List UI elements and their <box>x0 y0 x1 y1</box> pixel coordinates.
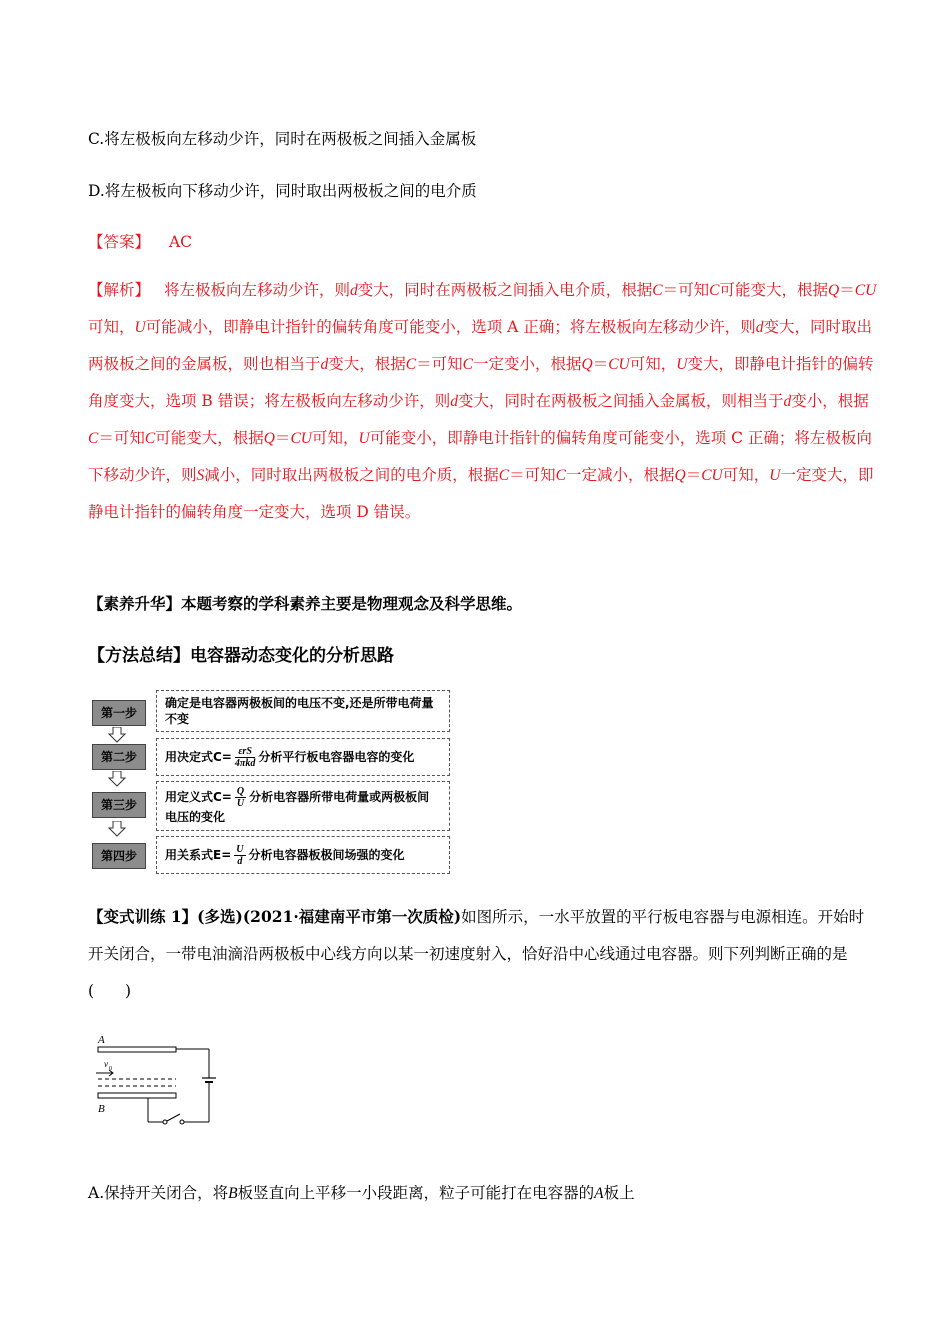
fraction-numerator: εrS <box>235 746 255 758</box>
option-d: D.将左极板向下移动少许，同时取出两极板之间的电介质 <box>88 182 477 200</box>
math-variable: S <box>196 467 205 484</box>
text-run: 可能减小，即静电计指针的偏转角度可能变小，选项 A 正确；将左极板向左移动少许，则 <box>145 318 756 336</box>
text-run: A.保持开关闭合，将 <box>88 1184 229 1202</box>
text-run: 可知， <box>722 466 770 484</box>
math-variable: A <box>594 1185 604 1202</box>
math-variable: d <box>783 393 792 410</box>
text-run: 变小，根据 <box>791 392 869 410</box>
step-4-box <box>156 836 450 874</box>
fraction-denominator: U <box>236 798 245 809</box>
answer-tag: 【答案】 <box>88 233 151 251</box>
math-variable: U <box>134 319 146 336</box>
plate-b <box>98 1093 176 1098</box>
formula-prefix: 用决定式C= <box>165 750 232 764</box>
text-run: 可知， <box>629 355 677 373</box>
math-variable: C <box>405 356 417 373</box>
plate-a-label: A <box>98 1034 105 1046</box>
plate-b-label: B <box>98 1103 105 1115</box>
arrow-down-icon <box>108 771 126 787</box>
fraction <box>235 746 255 769</box>
math-variable: C <box>709 282 720 299</box>
step-4: 第四步 <box>92 843 146 869</box>
text-run: ＝ <box>592 355 609 373</box>
math-variable: CU <box>854 282 877 299</box>
switch-lever <box>167 1114 180 1121</box>
exercise-text: 如图所示，一水平放置的平行板电容器与电源相连。开始时开关闭合，一带电油滴沿两极板中心线方向以某一初速度射入，恰好沿中心线通过电容器。则下列判断正确的是( ) <box>88 908 865 1000</box>
formula-suffix: 分析电容器所带电荷量或两极板间电压的变化 <box>165 790 430 824</box>
math-variable: C <box>144 430 156 447</box>
text-run: 可能变大，根据 <box>719 281 829 299</box>
option-a <box>88 1181 635 1203</box>
arrow-down-icon <box>108 821 126 837</box>
text-run: ＝可知 <box>509 466 556 484</box>
text-run: 变大，同时取出两极板之间的金属板，则也相当于 <box>88 318 873 373</box>
analysis-flowchart <box>88 688 458 878</box>
text-run: 一定变小，根据 <box>472 355 582 373</box>
step-1: 第一步 <box>92 700 146 726</box>
fraction <box>234 844 245 867</box>
formula-prefix: 用定义式C= <box>165 790 232 804</box>
text-run: 变大，根据 <box>328 355 406 373</box>
fraction-denominator: d <box>237 856 243 867</box>
switch-contact <box>163 1120 167 1124</box>
arrow-down-icon <box>108 727 126 743</box>
answer-line <box>88 230 192 252</box>
math-variable: Q <box>828 282 840 299</box>
text-run: 板竖直向上平移一小段距离，粒子可能打在电容器的 <box>237 1184 595 1202</box>
step-3-box <box>156 781 450 831</box>
fraction-denominator: 4πkd <box>234 758 256 769</box>
analysis-paragraph <box>88 272 878 531</box>
step-2: 第二步 <box>92 744 146 770</box>
math-variable: d <box>450 393 458 410</box>
fraction-numerator: Q <box>236 786 245 797</box>
text-run: 变大，同时在两极板之间插入金属板，则相当于 <box>458 392 784 410</box>
math-variable: CU <box>608 356 630 373</box>
text-run: ＝ <box>839 281 855 299</box>
formula-suffix: 分析电容器板极间场强的变化 <box>248 848 405 862</box>
text-run: 板上 <box>603 1184 635 1202</box>
math-variable: CU <box>701 467 723 484</box>
math-variable: CU <box>290 430 312 447</box>
option-c: C.将左极板向左移动少许，同时在两极板之间插入金属板 <box>88 130 477 148</box>
text-run: ＝ <box>685 466 702 484</box>
analysis-text <box>88 281 876 521</box>
math-variable: d <box>320 356 329 373</box>
capacitor-circuit-diagram <box>88 1030 223 1130</box>
math-variable: Q <box>263 430 275 447</box>
text-run: 变大，同时在两极板之间插入电介质，根据 <box>357 281 653 299</box>
math-variable: Q <box>674 467 686 484</box>
text-run: 一定变大，即静电计指针的偏转角度一定变大，选项 D 错误。 <box>88 466 874 521</box>
velocity-subscript: 0 <box>109 1066 112 1072</box>
exercise-tag: 【变式训练 1】(多选)(2021·福建南平市第一次质检) <box>88 907 462 926</box>
text-run: 将左极板向左移动少许，则 <box>164 281 351 299</box>
text-run: 可知， <box>88 318 135 336</box>
math-variable: C <box>498 467 510 484</box>
method-heading: 【方法总结】电容器动态变化的分析思路 <box>88 646 394 666</box>
literacy-line: 【素养升华】本题考察的学科素养主要是物理观念及科学思维。 <box>88 594 523 613</box>
math-variable: d <box>350 282 358 299</box>
answer-value: AC <box>168 233 193 251</box>
text-run: 可能变小，即静电计指针的偏转角度可能变小，选项 C 正确；将左极板向下移动少许，则 <box>88 429 872 484</box>
fraction-numerator: U <box>236 844 244 855</box>
formula-suffix: 分析平行板电容器电容的变化 <box>258 750 415 764</box>
velocity-label: v <box>104 1059 108 1069</box>
formula-prefix: 用关系式E= <box>165 848 232 862</box>
text-run: ＝可知 <box>98 429 145 447</box>
math-variable: d <box>755 319 764 336</box>
math-variable: C <box>555 467 566 484</box>
text-run: ＝可知 <box>662 281 710 299</box>
step-3: 第三步 <box>92 792 146 818</box>
text-run: 减小，同时取出两极板之间的电介质，根据 <box>204 466 499 484</box>
math-variable: U <box>769 467 781 484</box>
math-variable: B <box>228 1185 238 1202</box>
text-run: 变大，即静电计指针的偏转角度变大，选项 B 错误；将左极板向左移动少许，则 <box>88 355 874 410</box>
text-run: ＝可知 <box>416 355 463 373</box>
text-run: 可能变大，根据 <box>155 429 264 447</box>
text-run: ＝ <box>274 429 291 447</box>
exercise-paragraph <box>88 898 878 1010</box>
math-variable: C <box>88 430 99 447</box>
switch-contact <box>180 1120 184 1124</box>
math-variable: C <box>462 356 473 373</box>
step-1-box: 确定是电容器两极板间的电压不变,还是所带电荷量不变 <box>156 690 450 732</box>
math-variable: Q <box>581 356 593 373</box>
text-run: 一定减小，根据 <box>565 466 675 484</box>
math-variable: U <box>676 356 688 373</box>
analysis-tag: 【解析】 <box>88 281 151 299</box>
text-run: 可知， <box>311 429 359 447</box>
plate-a <box>98 1047 176 1052</box>
math-variable: C <box>652 282 663 299</box>
step-2-box <box>156 738 450 776</box>
fraction <box>235 786 246 809</box>
math-variable: U <box>358 430 370 447</box>
